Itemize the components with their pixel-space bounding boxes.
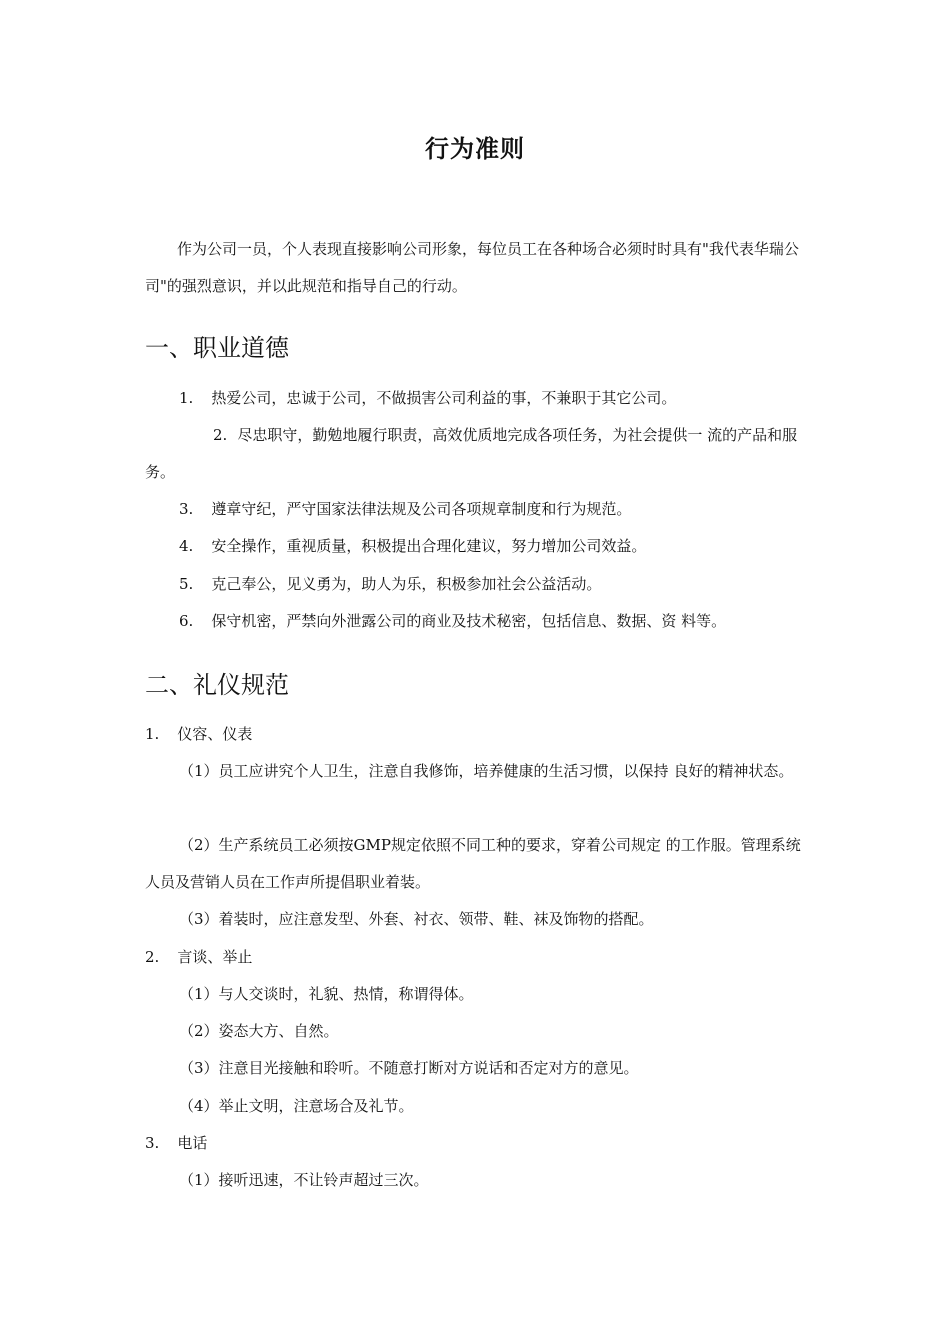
page-title: 行为准则 <box>425 135 525 163</box>
item-text: 保守机密，严禁向外泄露公司的商业及技术秘密，包括信息、数据、资 料等。 <box>211 612 727 630</box>
subsection-number: 2. <box>145 948 160 966</box>
section-heading-ethics: 一、职业道德 <box>145 334 289 362</box>
item-number: 3. <box>179 500 194 518</box>
item-number: 4. <box>179 537 194 555</box>
item-number: 2. <box>213 426 228 444</box>
list-item <box>145 603 844 640</box>
subsection-label: 仪容、仪表 <box>177 725 253 743</box>
item-text: 安全操作，重视质量，积极提出合理化建议，努力增加公司效益。 <box>211 537 647 555</box>
subsection-number: 3. <box>145 1134 160 1152</box>
list-item: （2）生产系统员工必须按GMP规定依照不同工种的要求，穿着公司规定 的工作服。管理系统人员及营销人员在工作声所提倡职业着装。 <box>145 836 801 891</box>
item-text: 克己奉公，见义勇为，助人为乐，积极参加社会公益活动。 <box>211 575 602 593</box>
list-item <box>145 380 844 417</box>
list-item: （3）着装时，应注意发型、外套、衬衣、领带、鞋、袜及饰物的搭配。 <box>179 910 654 928</box>
subsection-label: 电话 <box>177 1134 208 1152</box>
intro-paragraph: 作为公司一员，个人表现直接影响公司形象，每位员工在各种场合必须时时具有"我代表华瑞公司"的强烈意识，并以此规范和指导自己的行动。 <box>145 240 799 295</box>
list-item <box>145 491 844 528</box>
list-item: （4）举止文明，注意场合及礼节。 <box>179 1097 414 1115</box>
item-number: 6. <box>179 612 194 630</box>
list-item <box>145 566 844 603</box>
subsection-heading <box>145 939 810 976</box>
list-item: （3）注意目光接触和聆听。不随意打断对方说话和否定对方的意见。 <box>179 1059 639 1077</box>
subsection-heading <box>145 1125 810 1162</box>
subsection-heading <box>145 716 810 753</box>
item-number: 5. <box>179 575 194 593</box>
list-item: （1）接听迅速，不让铃声超过三次。 <box>179 1171 429 1189</box>
item-text: 遵章守纪，严守国家法律法规及公司各项规章制度和行为规范。 <box>211 500 632 518</box>
item-text: 尽忠职守，勤勉地履行职责，高效优质地完成各项任务，为社会提供一 流的产品和服务。 <box>145 426 798 481</box>
list-item <box>145 417 810 491</box>
section-heading-etiquette: 二、礼仪规范 <box>145 671 289 699</box>
list-item: （2）姿态大方、自然。 <box>179 1022 339 1040</box>
item-number: 1. <box>179 389 194 407</box>
list-item: （1）与人交谈时，礼貌、热情，称谓得体。 <box>179 985 474 1003</box>
list-item <box>145 528 844 565</box>
subsection-label: 言谈、举止 <box>177 948 253 966</box>
subsection-number: 1. <box>145 725 160 743</box>
item-text: 热爱公司，忠诚于公司，不做损害公司利益的事，不兼职于其它公司。 <box>211 389 677 407</box>
list-item: （1）员工应讲究个人卫生，注意自我修饰，培养健康的生活习惯，以保持 良好的精神状态。 <box>179 762 794 780</box>
